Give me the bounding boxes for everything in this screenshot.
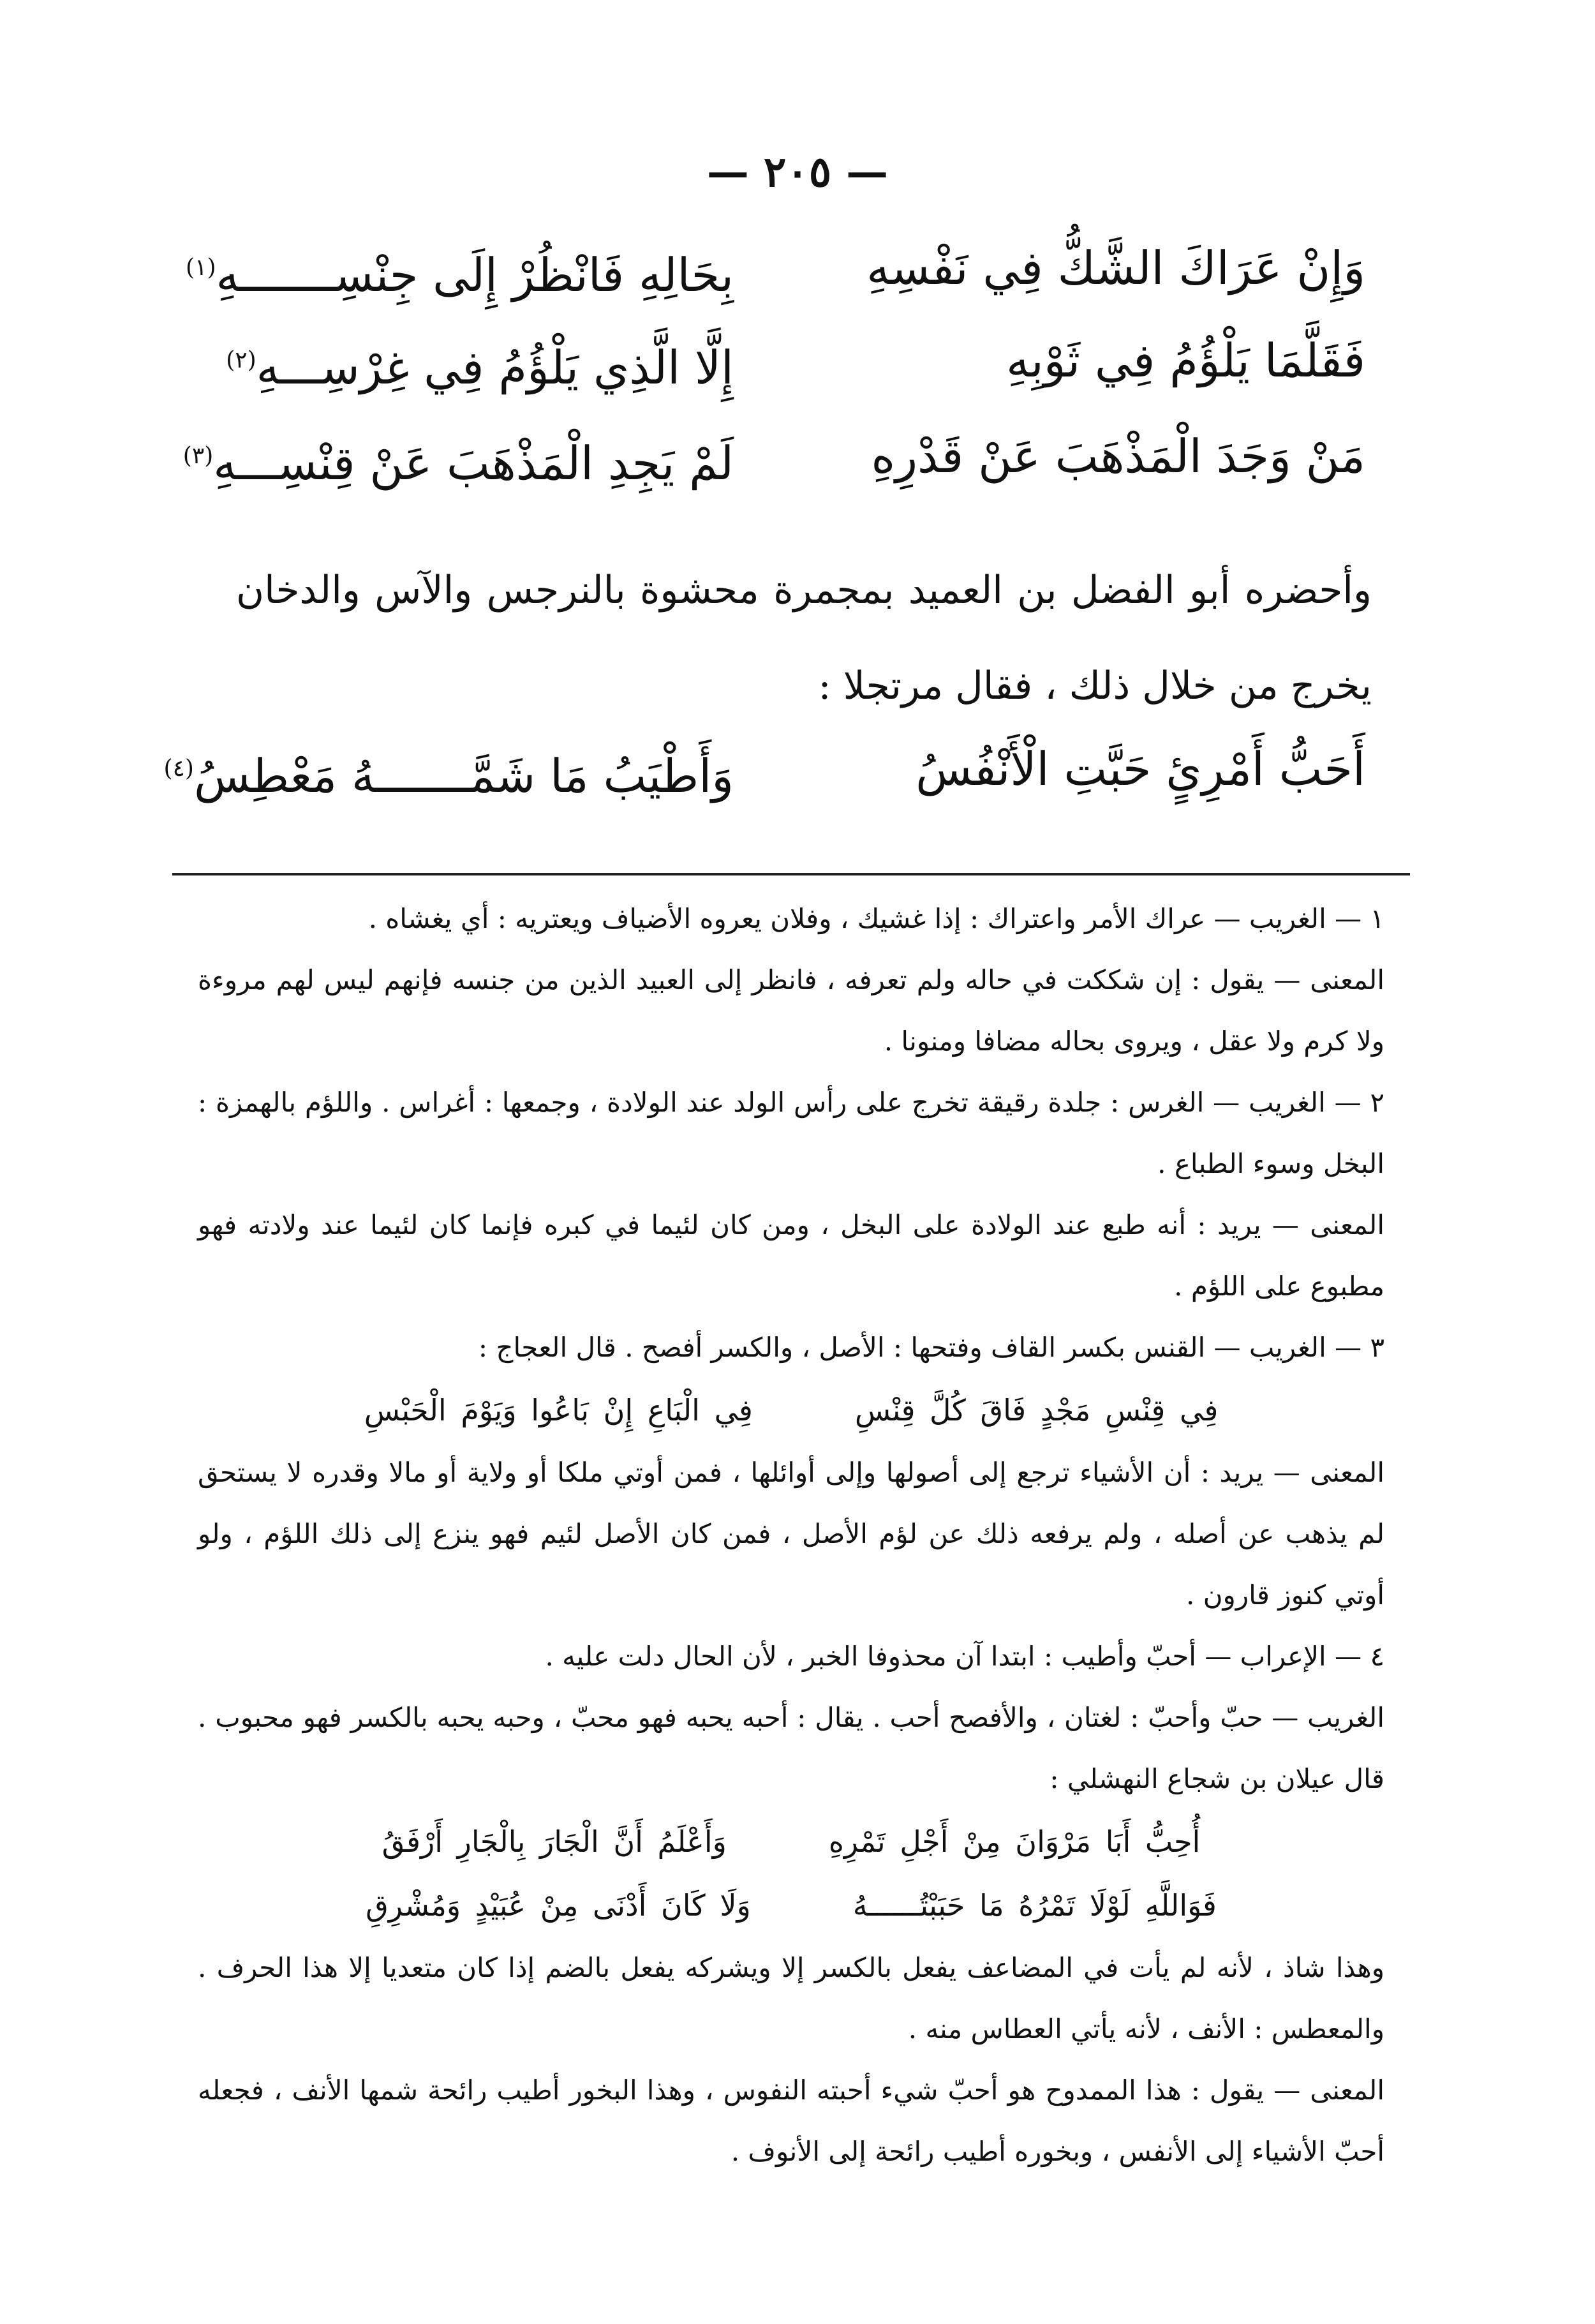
verse-first-hemistich: وَإِنْ عَرَاكَ الشَّكُّ فِي نَفْسِهِ bbox=[866, 241, 1365, 295]
footnote-line: وهذا شاذ ، لأنه لم يأت في المضاعف يفعل بالكسر إلا ويشركه يفعل بالضم إذا كان متعديا إلا هذا الحرف . والمعطس : الأنف ، لأنه يأتي العطاس منه . bbox=[198, 1952, 1384, 2045]
footnote-line: المعنى — يريد : أنه طبع عند الولادة على البخل ، ومن كان لئيما في كبره فإنما كان لئيما عند ولادته فهو مطبوع على اللؤم . bbox=[198, 1209, 1384, 1302]
footnote-ref: (٢) bbox=[226, 347, 256, 373]
footnote-line: ١ — الغريب — عراك الأمر واعتراك : إذا غشيك ، وفلان يعروه الأضياف ويعتريه : أي يغشاه . bbox=[368, 903, 1384, 934]
verse-line bbox=[182, 418, 1365, 495]
page-number: — ٢٠٥ — bbox=[706, 147, 889, 197]
quoted-verse: أُحِبُّ أَبَا مَرْوَانَ مِنْ أَجْلِ تَمْرِهِوَأَعْلَمُ أَنَّ الْجَارَ بِالْجَارِ أَرْفَقُ bbox=[382, 1824, 1201, 1859]
quoted-verse: فِي قِنْسِ مَجْدٍ فَاقَ كُلَّ قِنْسِفِي الْبَاعِ إِنْ بَاعُوا وَيَوْمَ الْحَبْسِ bbox=[364, 1393, 1219, 1427]
quoted-verse: فَوَاللَّهِ لَوْلَا تَمْرُهُ مَا حَبَبْتُــــــهُوَلَا كَانَ أَدْنَى مِنْ عُبَيْدٍ وَمُشْرِقِ bbox=[366, 1888, 1217, 1923]
footnote-2 bbox=[198, 1072, 1384, 1317]
footnote-ref: (٣) bbox=[182, 443, 214, 469]
verse-line bbox=[226, 322, 1365, 399]
verse-second-hemistich: إِلَّا الَّذِي يَلْؤُمُ فِي غِرْسِـــهِ$^{(٢)}$ bbox=[226, 341, 734, 394]
footnotes bbox=[198, 888, 1384, 2182]
footnote-1 bbox=[198, 888, 1384, 1072]
footnote-divider bbox=[172, 873, 1410, 875]
prose-paragraph: وأحضره أبو الفضل بن العميد بمجمرة محشوة بالنرجس والآس والدخان يخرج من خلال ذلك ، فقال مرتجلا : bbox=[236, 568, 1372, 708]
verse-second-hemistich: بِحَالِهِ فَانْظُرْ إِلَى جِنْسِـــــــهِ$^{(١)}$ bbox=[186, 248, 734, 302]
verse-second-hemistich: وَأَطْيَبُ مَا شَمَّـــــــهُ مَعْطِسُ$^{(٤)}$ bbox=[163, 749, 734, 803]
footnote-3 bbox=[198, 1317, 1384, 1626]
footnote-line: المعنى — يقول : إن شككت في حاله ولم تعرفه ، فانظر إلى العبيد الذين من جنسه فإنهم ليس لهم مروءة ولا كرم ولا عقل ، ويروى بحاله مضافا ومنونا . bbox=[198, 964, 1384, 1057]
verse-line bbox=[186, 230, 1365, 306]
footnote-4 bbox=[198, 1626, 1384, 2182]
footnote-ref: (٤) bbox=[163, 756, 194, 782]
verse-line bbox=[163, 731, 1365, 807]
verse-first-hemistich: أَحَبُّ أَمْرِئٍ حَبَّتِ الْأَنْفُسُ bbox=[916, 742, 1365, 796]
verse-second-hemistich: لَمْ يَجِدِ الْمَذْهَبَ عَنْ قِنْسِـــهِ$^{(٣)}$ bbox=[182, 436, 734, 490]
footnote-line: المعنى — يريد : أن الأشياء ترجع إلى أصولها وإلى أوائلها ، فمن أوتي ملكا أو ولاية أو مالا وقدره لا يستحق لم يذهب عن أصله ، ولم يرفعه ذلك عن لؤم الأصل ، فمن كان الأصل لئيم فهو ينزع إلى ذلك اللؤم ، ولو أوتي كنوز قارون . bbox=[198, 1457, 1384, 1611]
footnote-line: المعنى — يقول : هذا الممدوح هو أحبّ شيء أحبته النفوس ، وهذا البخور أطيب رائحة شمها الأنف ، فجعله أحبّ الأشياء إلى الأنفس ، وبخوره أطيب رائحة إلى الأنوف . bbox=[198, 2074, 1384, 2167]
footnote-line: ٢ — الغريب — الغرس : جلدة رقيقة تخرج على رأس الولد عند الولادة ، وجمعها : أغراس . واللؤم بالهمزة : البخل وسوء الطباع . bbox=[198, 1087, 1384, 1179]
verse-first-hemistich: فَقَلَّمَا يَلْؤُمُ فِي ثَوْبِهِ bbox=[1006, 334, 1365, 387]
footnote-line: ٤ — الإعراب — أحبّ وأطيب : ابتدا آن محذوفا الخبر ، لأن الحال دلت عليه . bbox=[545, 1641, 1384, 1672]
verse-first-hemistich: مَنْ وَجَدَ الْمَذْهَبَ عَنْ قَدْرِهِ bbox=[871, 429, 1365, 483]
footnote-ref: (١) bbox=[186, 255, 216, 281]
footnote-line: الغريب — حبّ وأحبّ : لغتان ، والأفصح أحب . يقال : أحبه يحبه فهو محبّ ، وحبه يحبه بالكسر فهو محبوب . قال عيلان بن شجاع النهشلي : bbox=[198, 1702, 1384, 1794]
footnote-line: ٣ — الغريب — القنس بكسر القاف وفتحها : الأصل ، والكسر أفصح . قال العجاج : bbox=[478, 1332, 1384, 1363]
